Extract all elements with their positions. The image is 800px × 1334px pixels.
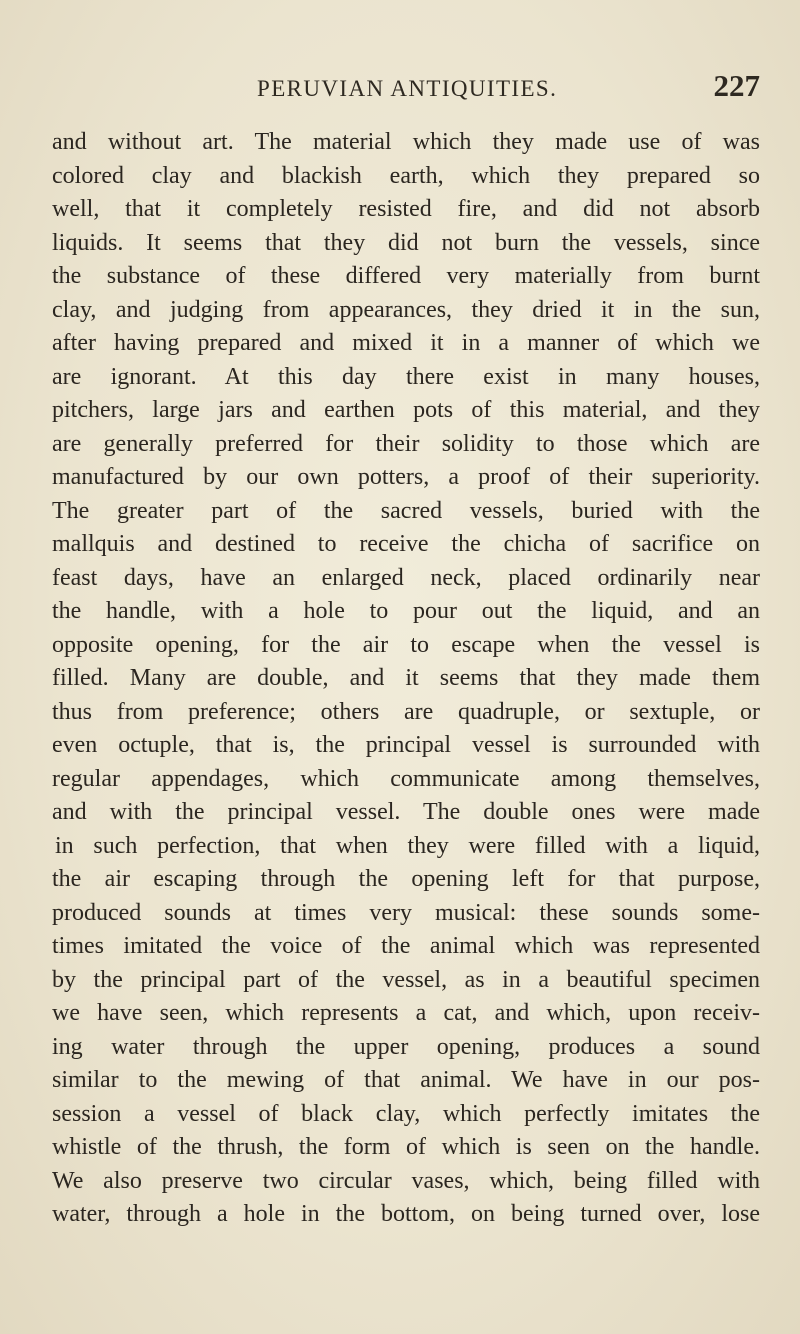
text-line: and with the principal vessel. The double ones were made: [52, 799, 760, 825]
text-line: well, that it completely resisted fire, and did not absorb: [52, 196, 760, 222]
text-line: ing water through the upper opening, produces a sound: [52, 1033, 760, 1060]
text-line: after having prepared and mixed it in a manner of which we: [52, 330, 760, 356]
text-line: filled. Many are double, and it seems that they made them: [52, 665, 760, 691]
text-line: pitchers, large jars and earthen pots of this material, and they: [52, 397, 760, 423]
text-line: feast days, have an enlarged neck, placed ordinarily near: [52, 564, 760, 591]
text-line: We also preserve two circular vases, which, being filled with: [52, 1167, 760, 1194]
text-line: the substance of these differed very materially from burnt: [52, 263, 760, 289]
text-line: whistle of the thrush, the form of which is seen on the handle.: [52, 1134, 760, 1160]
text-line: clay, and judging from appearances, they dried it in the sun,: [52, 296, 760, 323]
text-line: times imitated the voice of the animal which was represented: [52, 933, 760, 959]
running-title: PERUVIAN ANTIQUITIES.: [257, 76, 558, 101]
text-line: the handle, with a hole to pour out the liquid, and an: [52, 598, 760, 624]
text-line: by the principal part of the vessel, as in a beautiful specimen: [52, 966, 760, 993]
text-line: the air escaping through the opening left for that purpose,: [52, 866, 760, 892]
text-line: similar to the mewing of that animal. We have in our pos-: [52, 1067, 760, 1093]
text-line: mallquis and destined to receive the chicha of sacrifice on: [52, 531, 760, 557]
text-line: even octuple, that is, the principal vessel is surrounded with: [52, 732, 760, 758]
text-line: thus from preference; others are quadruple, or sextuple, or: [52, 698, 760, 725]
text-line: are ignorant. At this day there exist in many houses,: [52, 363, 760, 390]
text-line: produced sounds at times very musical: these sounds some-: [52, 899, 760, 926]
text-line: regular appendages, which communicate among themselves,: [52, 765, 760, 792]
text-line: The greater part of the sacred vessels, buried with the: [52, 497, 760, 524]
running-head: [52, 68, 760, 110]
text-line: are generally preferred for their solidity to those which are: [52, 430, 760, 457]
text-line: in such perfection, that when they were filled with a liquid,: [55, 832, 760, 859]
text-line: liquids. It seems that they did not burn the vessels, since: [52, 229, 760, 256]
text-line: session a vessel of black clay, which perfectly imitates the: [52, 1100, 760, 1127]
text-line: water, through a hole in the bottom, on being turned over, lose: [52, 1201, 760, 1227]
text-line: manufactured by our own potters, a proof of their superiority.: [52, 464, 760, 490]
text-line: we have seen, which represents a cat, and which, upon receiv-: [52, 1000, 760, 1026]
page-number: 227: [713, 68, 760, 103]
text-line: and without art. The material which they made use of was: [52, 129, 760, 155]
text-line: opposite opening, for the air to escape when the vessel is: [52, 631, 760, 658]
body-paragraph: [52, 126, 760, 1232]
text-line: colored clay and blackish earth, which they prepared so: [52, 162, 760, 189]
